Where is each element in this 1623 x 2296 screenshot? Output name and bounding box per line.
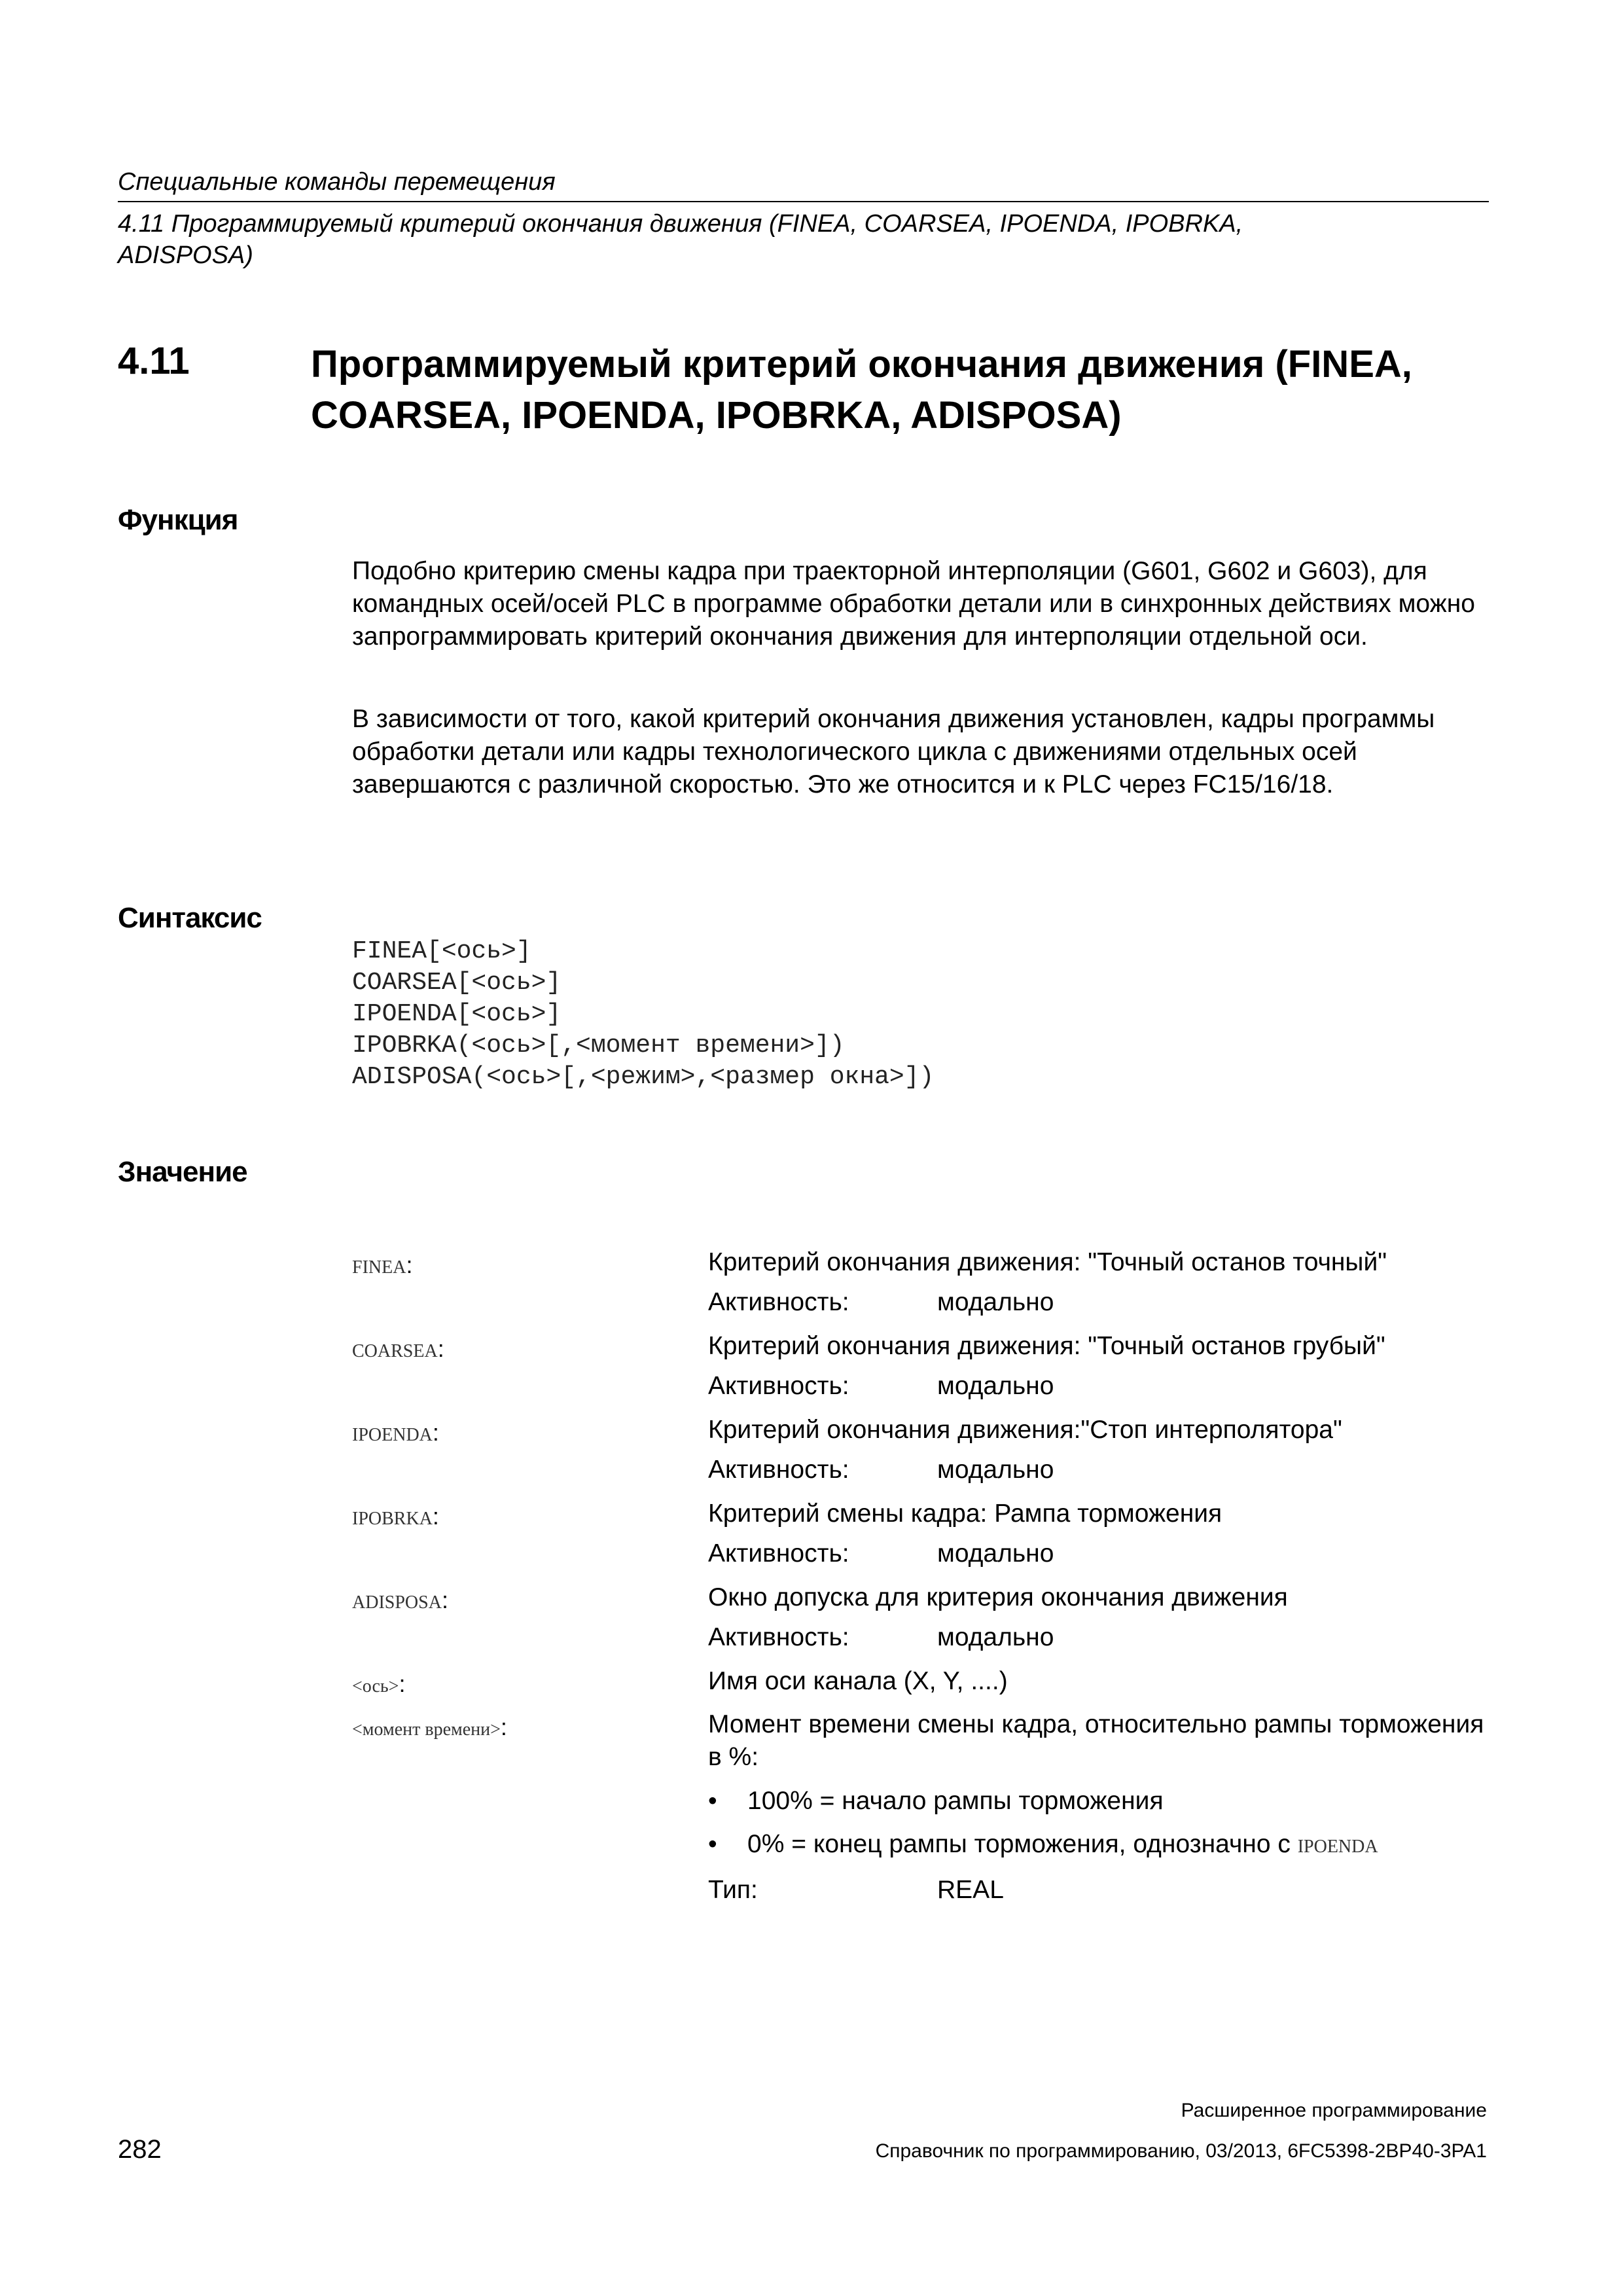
term-coarsea: COARSEA: [352,1335,444,1362]
activity-value-adisposa: модально [937,1623,1054,1651]
activity-value-ipobrka: модально [937,1539,1054,1568]
desc-moment: Момент времени смены кадра, относительно рампы торможения в %: [708,1710,1484,1771]
term-finea: FINEA: [352,1251,413,1278]
activity-label-ipoenda: Активность: [708,1456,849,1484]
activity-value-finea: модально [937,1288,1054,1316]
syntax-line-ipoenda: IPOENDA[<ось>] [352,1000,562,1028]
activity-value-coarsea: модально [937,1372,1054,1400]
desc-ipoenda: Критерий окончания движения:"Стоп интерполятора" [708,1416,1342,1444]
bullet-item-2: • 0% = конец рампы торможения, однозначно с IPOENDA [708,1830,1378,1858]
desc-coarsea: Критерий окончания движения: "Точный останов грубый" [708,1332,1385,1360]
syntax-heading: Синтаксис [118,902,262,934]
section-title-line2: COARSEA, IPOENDA, IPOBRKA, ADISPOSA) [311,394,1122,437]
footer-book-info: Справочник по программированию, 03/2013, 6FC5398-2BP40-3PA1 [875,2140,1487,2162]
term-moment: <момент времени>: [352,1713,507,1740]
bullet-code-ipoenda: IPOENDA [1297,1837,1378,1857]
syntax-line-finea: FINEA[<ось>] [352,937,531,965]
activity-label-ipobrka: Активность: [708,1539,849,1568]
function-paragraph-2: В зависимости от того, какой критерий окончания движения установлен, кадры программы обработки детали или кадры технологического цикла с движениями отдельных осей завершаются с различной скоростью. Это же относится и к PLC через FC15/16/18. [352,705,1435,798]
section-title-line1: Программируемый критерий окончания движения (FINEA, [311,343,1412,386]
syntax-line-ipobrka: IPOBRKA(<ось>[,<момент времени>]) [352,1031,845,1060]
term-adisposa: ADISPOSA: [352,1587,448,1613]
term-ipoenda: IPOENDA: [352,1419,439,1446]
header-section-line1: 4.11 Программируемый критерий окончания движения (FINEA, COARSEA, IPOENDA, IPOBRKA, [118,210,1243,238]
section-number: 4.11 [118,340,190,382]
type-label: Тип: [708,1876,758,1904]
header-section-line2: ADISPOSA) [118,242,253,269]
function-heading: Функция [118,504,238,536]
activity-label-adisposa: Активность: [708,1623,849,1651]
bullet-item-1: • 100% = начало рампы торможения [708,1787,1164,1815]
bullet-dot-icon: • [708,1787,717,1815]
type-value: REAL [937,1876,1004,1904]
function-paragraph-1: Подобно критерию смены кадра при траекторной интерполяции (G601, G602 и G603), для командных осей/осей PLC в программе обработки детали или в синхронных действиях можно запрограммировать критерий окончания движения для интерполяции отдельной оси. [352,557,1475,651]
desc-axis: Имя оси канала (X, Y, ....) [708,1667,1008,1695]
activity-label-finea: Активность: [708,1288,849,1316]
desc-adisposa: Окно допуска для критерия окончания движения [708,1583,1288,1611]
header-chapter: Специальные команды перемещения [118,168,556,196]
activity-value-ipoenda: модально [937,1456,1054,1484]
meaning-heading: Значение [118,1156,247,1188]
footer-book-title: Расширенное программирование [1181,2100,1487,2121]
syntax-line-coarsea: COARSEA[<ось>] [352,969,562,997]
term-ipobrka: IPOBRKA: [352,1503,439,1530]
syntax-line-adisposa: ADISPOSA(<ось>[,<режим>,<размер окна>]) [352,1063,935,1091]
activity-label-coarsea: Активность: [708,1372,849,1400]
section-title [311,339,1489,441]
page-number: 282 [118,2135,162,2164]
term-axis: <ось>: [352,1670,406,1697]
bullet-dot-icon: • [708,1830,717,1858]
desc-ipobrka: Критерий смены кадра: Рампа торможения [708,1499,1222,1528]
header-rule [118,201,1489,202]
desc-finea: Критерий окончания движения: "Точный останов точный" [708,1248,1387,1276]
